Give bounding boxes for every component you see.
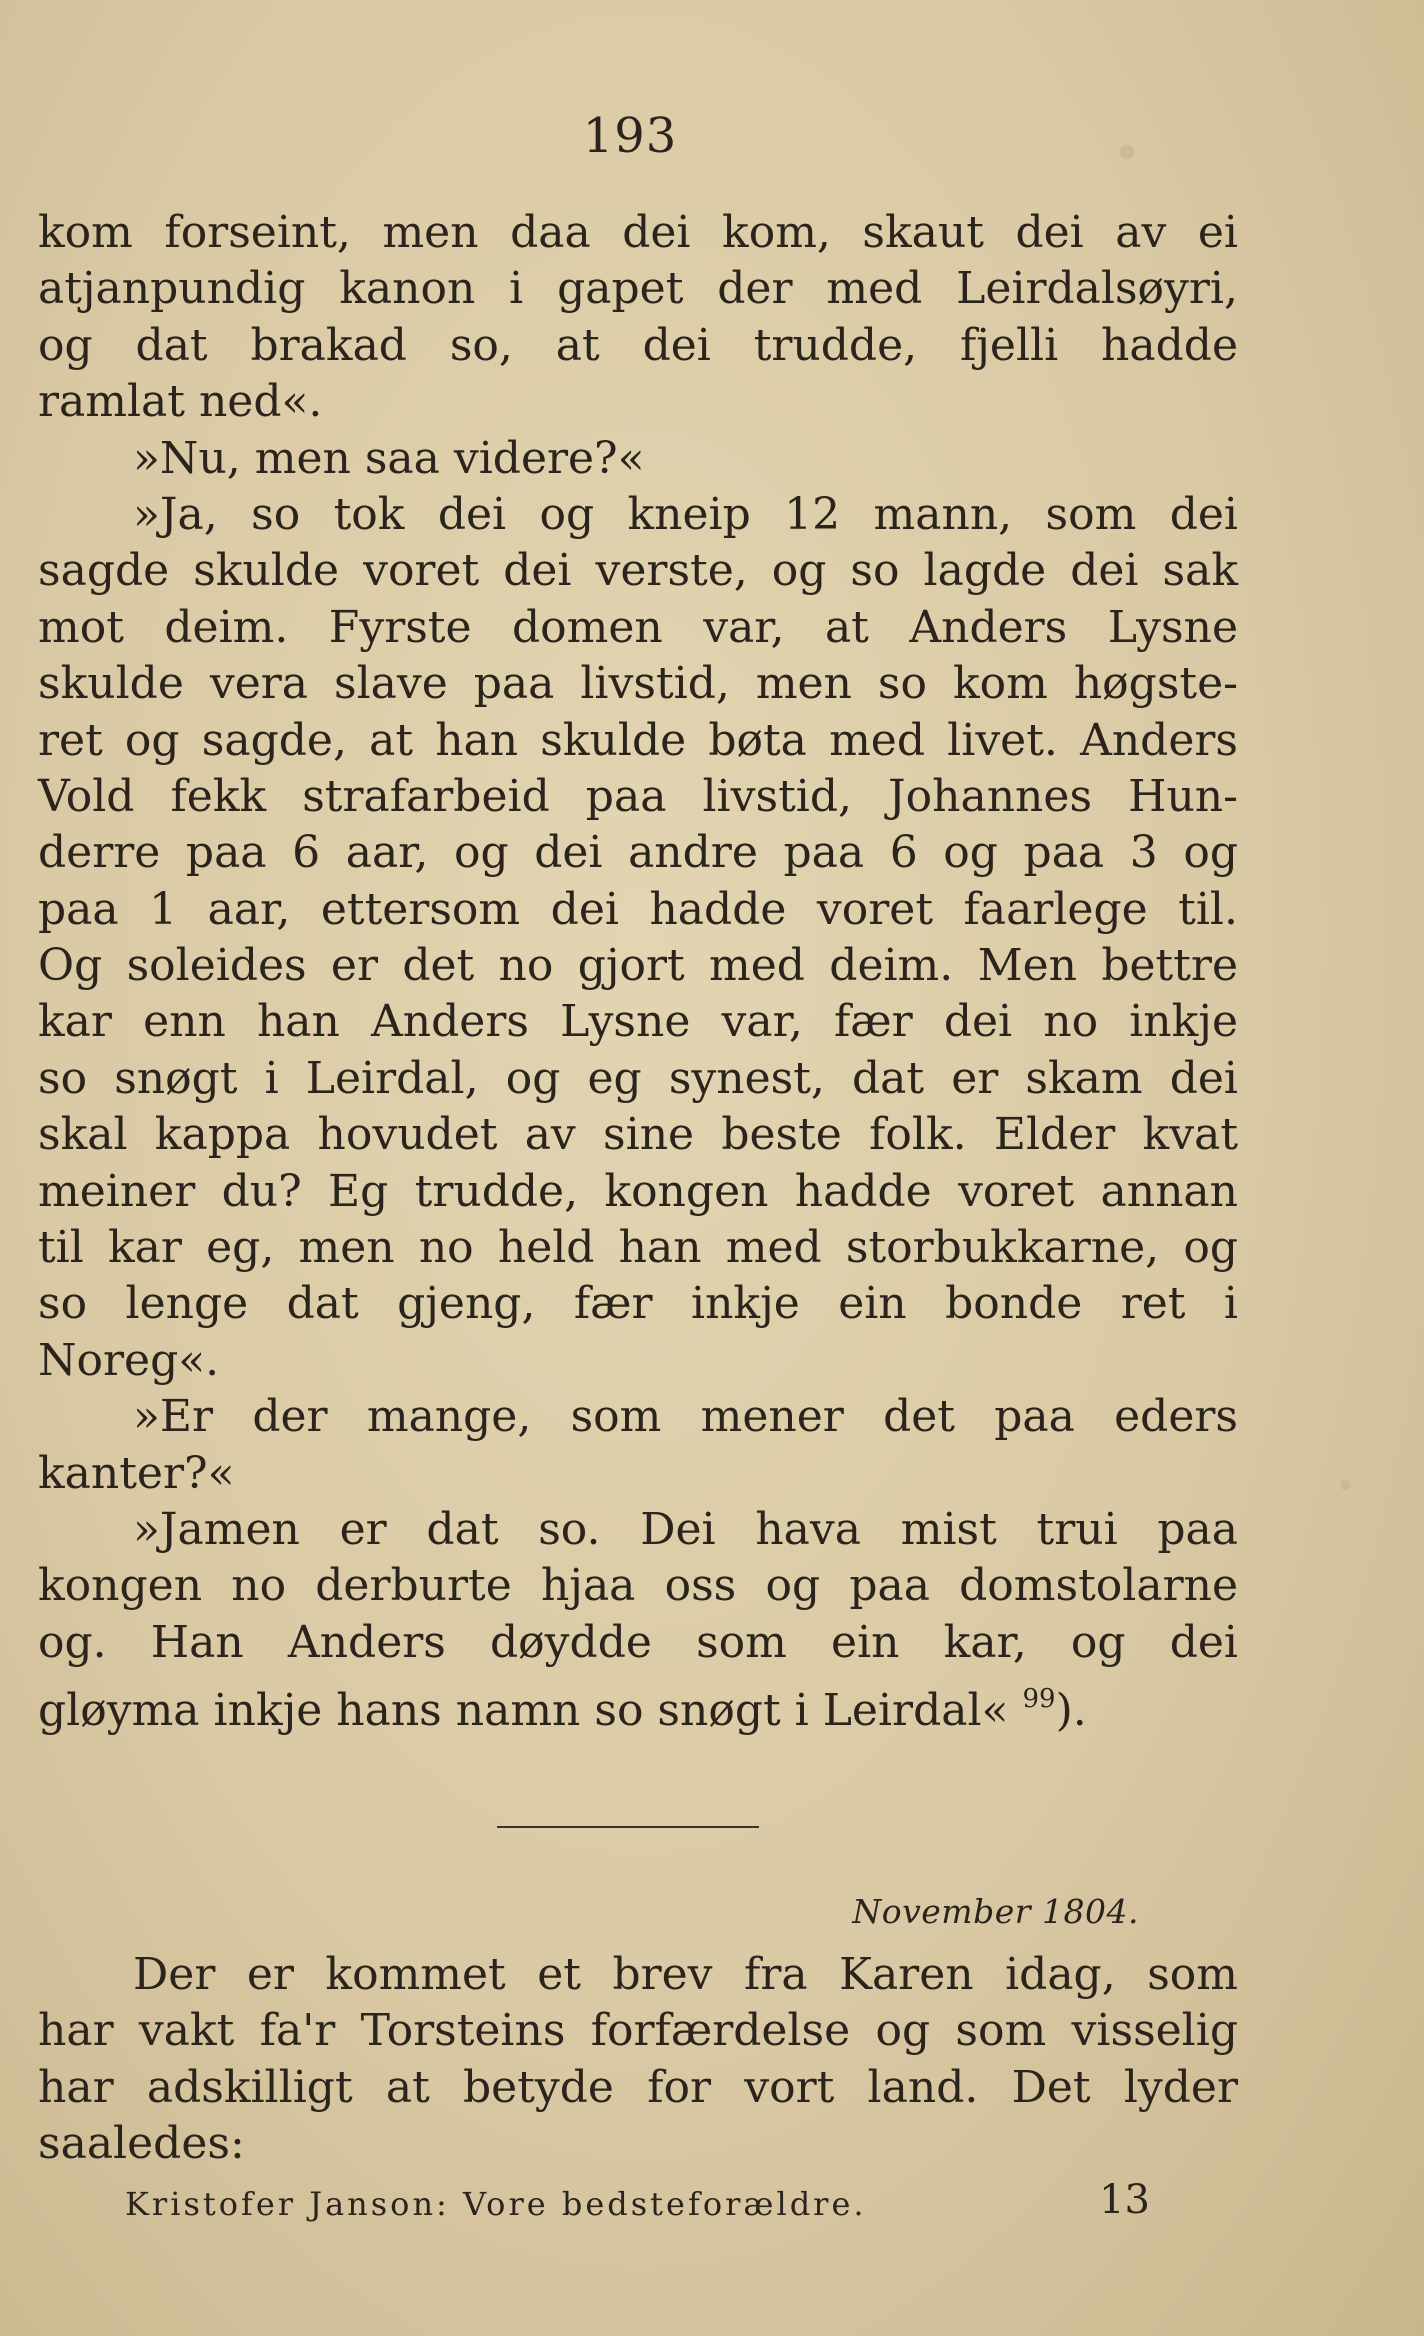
- footer-signature: Kristofer Janson: Vore bedsteforældre.: [125, 2185, 867, 2223]
- text-line: og dat brakad so, at dei trudde, fjelli hadde: [38, 319, 1238, 371]
- closing-text: gløyma inkje hans namn so snøgt i Leirdal«: [38, 1685, 1023, 1737]
- text-line: Vold fekk strafarbeid paa livstid, Johannes Hun-: [38, 770, 1238, 822]
- text-line: atjanpundig kanon i gapet der med Leirdalsøyri,: [38, 263, 1238, 315]
- text-line: kongen no derburte hjaa oss og paa domstolarne: [38, 1560, 1238, 1612]
- paper-spot: [1340, 1480, 1350, 1490]
- text-line: sagde skulde voret dei verste, og so lagde dei sak: [38, 545, 1238, 597]
- body-text-upper: [38, 205, 1238, 1737]
- section-divider: [497, 1826, 759, 1828]
- text-line: ret og sagde, at han skulde bøta med livet. Anders: [38, 714, 1238, 766]
- text-line: har adskilligt at betyde for vort land. Det lyder: [38, 2061, 1238, 2113]
- page-number: 193: [582, 108, 678, 164]
- text-line: og. Han Anders døydde som ein kar, og dei: [38, 1616, 1238, 1668]
- dateline: November 1804.: [852, 1892, 1139, 1931]
- text-line-closing: [38, 1671, 1238, 1737]
- text-line: »Jamen er dat so. Dei hava mist trui paa: [133, 1503, 1238, 1555]
- text-line: kanter?«: [38, 1447, 235, 1499]
- text-line: mot deim. Fyrste domen var, at Anders Lysne: [38, 601, 1238, 653]
- text-line: so lenge dat gjeng, fær inkje ein bonde ret i: [38, 1278, 1238, 1330]
- text-line: »Ja, so tok dei og kneip 12 mann, som dei: [133, 488, 1238, 540]
- closing-tail: ).: [1055, 1685, 1087, 1737]
- text-line: derre paa 6 aar, og dei andre paa 6 og paa 3 og: [38, 827, 1238, 879]
- text-line: Der er kommet et brev fra Karen idag, som: [133, 1949, 1238, 2000]
- text-line: kom forseint, men daa dei kom, skaut dei av ei: [38, 207, 1238, 258]
- text-line: har vakt fa'r Torsteins forfærdelse og som visselig: [38, 2005, 1238, 2057]
- footnote-marker: 99: [1022, 1684, 1056, 1715]
- text-line: meiner du? Eg trudde, kongen hadde voret annan: [38, 1165, 1238, 1217]
- text-line: paa 1 aar, ettersom dei hadde voret faarlege til.: [38, 883, 1238, 935]
- text-line: saaledes:: [38, 2118, 245, 2170]
- text-line: »Nu, men saa videre?«: [133, 432, 645, 484]
- text-line: so snøgt i Leirdal, og eg synest, dat er skam dei: [38, 1052, 1238, 1104]
- text-line: Og soleides er det no gjort med deim. Men bettre: [38, 940, 1238, 992]
- text-line: »Er der mange, som mener det paa eders: [133, 1391, 1238, 1443]
- text-line: skal kappa hovudet av sine beste folk. Elder kvat: [38, 1109, 1238, 1161]
- body-text-lower: [38, 1947, 1238, 2173]
- text-line: skulde vera slave paa livstid, men so kom høgste-: [38, 658, 1238, 710]
- sheet-number: 13: [1099, 2177, 1150, 2223]
- text-line: Noreg«.: [38, 1334, 220, 1386]
- text-line: kar enn han Anders Lysne var, fær dei no inkje: [38, 996, 1238, 1048]
- text-line: til kar eg, men no held han med storbukkarne, og: [38, 1222, 1238, 1274]
- text-line: ramlat ned«.: [38, 376, 323, 428]
